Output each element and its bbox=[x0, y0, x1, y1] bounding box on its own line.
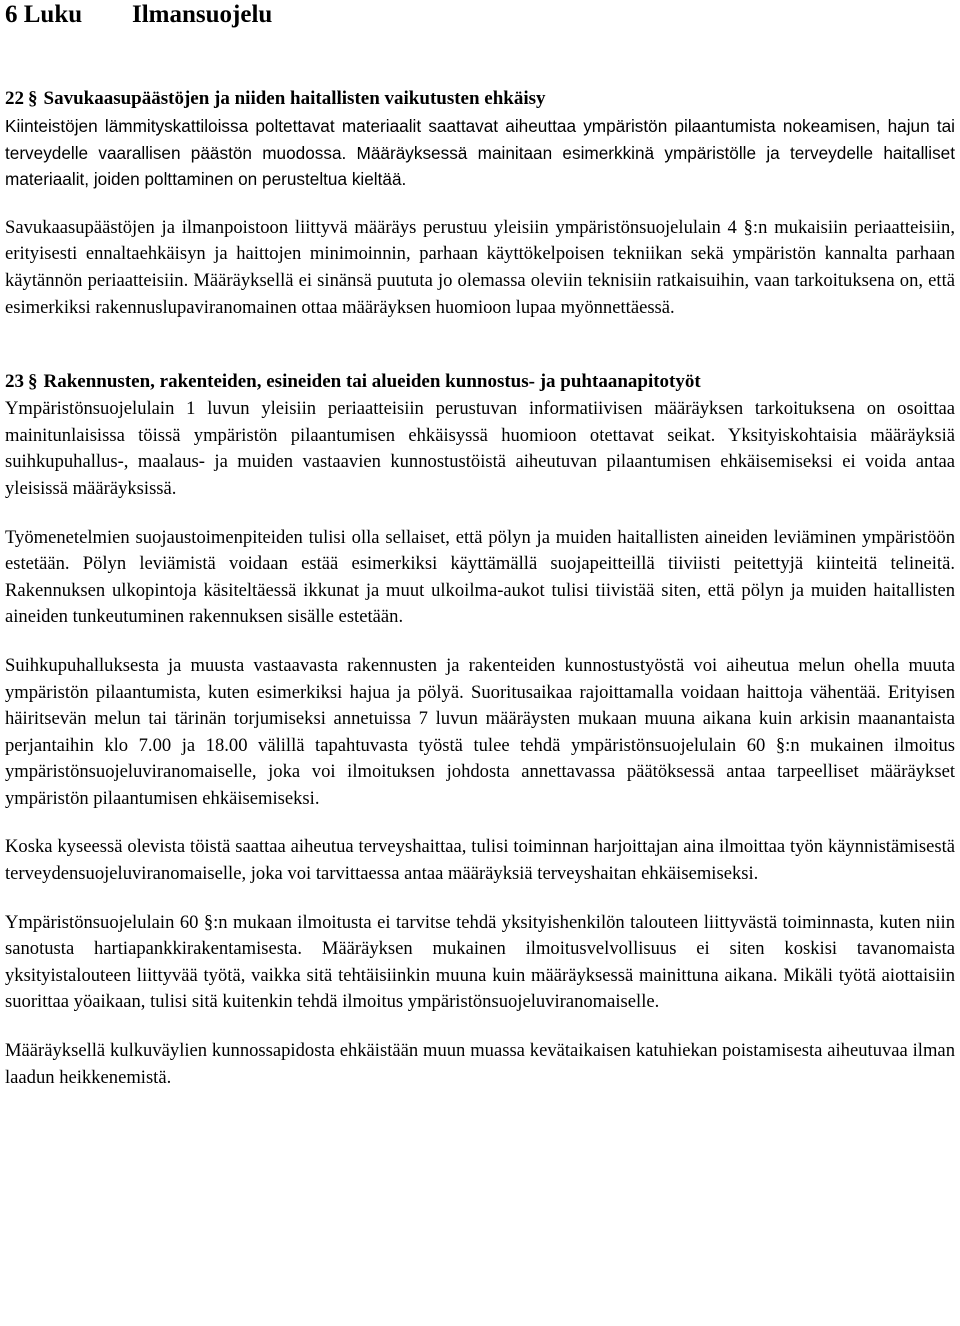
document-page bbox=[5, 0, 955, 1091]
section-number: 23 bbox=[5, 371, 24, 393]
section-number: 22 bbox=[5, 88, 24, 109]
section-23-paragraph-4: Koska kyseessä olevista töistä saattaa aiheutua terveyshaittaa, tulisi toiminnan harjoittajan aina ilmoittaa työn käynnistämisestä terveydensuojeluviranomaiselle, joka voi tarvittaessa antaa määräyksiä terveyshaitan ehkäisemiseksi. bbox=[5, 836, 955, 885]
section-22-paragraph-1: Kiinteistöjen lämmityskattiloissa poltettavat materiaalit saattavat aiheuttaa ympäristön pilaantumista nokeamisen, hajun tai terveydelle vaarallisen päästön muodossa. Määräyksessä mainitaan esimerkkinä ympäristölle ja terveydelle haitalliset materiaalit, joiden polttaminen on perusteltua kieltää. bbox=[5, 116, 955, 190]
section-symbol: § bbox=[28, 88, 38, 109]
section-22-heading bbox=[5, 84, 955, 113]
section-title: Savukaasupäästöjen ja niiden haitallisten vaikutusten ehkäisy bbox=[43, 88, 546, 109]
section-23-paragraph-6: Määräyksellä kulkuväylien kunnossapidosta ehkäistään muun muassa kevätaikaisen katuhiekan poistamisesta aiheutuvaa ilman laadun heikkenemistä. bbox=[5, 1040, 955, 1088]
section-23-paragraph-5: Ympäristönsuojelulain 60 §:n mukaan ilmoitusta ei tarvitse tehdä yksityishenkilön talouteen liittyvästä toiminnasta, kuten niin sanotusta hartiapankkirakentamisesta. Määräyksen mukainen ilmoitusvelvollisuus ei siten koskisi tavanomaista yksityistalouteen liittyvää työtä, vaikka sitä tehtäisiinkin muuna kuin määräyksessä mainittuna aikana. Mikäli työtä aiottaisiin suorittaa yöaikaan, tulisi sitä kuitenkin tehdä ilmoitus ympäristönsuojeluviranomaiselle. bbox=[5, 911, 955, 1013]
chapter-number: 6 Luku bbox=[5, 1, 83, 28]
section-title: Rakennusten, rakenteiden, esineiden tai alueiden kunnostus- ja puhtaanapitotyöt bbox=[43, 371, 701, 393]
section-23-paragraph-1: Ympäristönsuojelulain 1 luvun yleisiin periaatteisiin perustuvan informatiivisen määräyksen tarkoituksena on osoittaa mainitunlaisissa töissä ympäristön pilaantumisen ehkäisyssä huomioon otettavat seikat. Yksityiskohtaisia määräyksiä suihkupuhallus-, maalaus- ja muiden vastaavien kunnostustöistä aiheutuvan pilaantumisen ehkäisemiseksi ei voida antaa yleisissä määräyksissä. bbox=[5, 398, 955, 499]
section-22-paragraph-2: Savukaasupäästöjen ja ilmanpoistoon liittyvä määräys perustuu yleisiin ympäristönsuojelulain 4 §:n mukaisiin periaatteisiin, erityisesti ennaltaehkäisyn ja haittojen minimoinnin, parhaan käyttökelpoisen tekniikan sekä ympäristön kannalta parhaan käytännön periaatteisiin. Määräyksellä ei sinänsä puututa jo olemassa oleviin teknisiin ratkaisuihin, vaan tarkoituksena on, että esimerkiksi rakennuslupaviranomainen ottaa määräyksen huomioon lupaa myönnettäessä. bbox=[5, 216, 955, 318]
chapter-title: Ilmansuojelu bbox=[132, 1, 273, 28]
chapter-heading bbox=[5, 0, 955, 30]
section-symbol: § bbox=[28, 371, 38, 393]
section-23-heading bbox=[5, 367, 955, 396]
section-23-paragraph-2: Työmenetelmien suojaustoimenpiteiden tulisi olla sellaiset, että pölyn ja muiden haitallisten aineiden leviäminen ympäristöön estetään. Pölyn leviämistä voidaan estää esimerkiksi käyttämällä suojapeitteillä tiiviisti peitettyjä kiinteitä telineitä. Rakennuksen ulkopintoja käsiteltäessä ikkunat ja muut ulkoilma-aukot tulisi tiivistää siten, että pölyn ja muiden haitallisten aineiden tunkeutuminen rakennuksen sisälle estetään. bbox=[5, 526, 955, 628]
section-23-paragraph-3: Suihkupuhalluksesta ja muusta vastaavasta rakennusten ja rakenteiden kunnostustyöstä voi aiheutua melun ohella muuta ympäristön pilaantumista, kuten esimerkiksi hajua ja pölyä. Suoritusaikaa rajoittamalla voidaan haittoja vähentää. Erityisen häiritsevän melun tai tärinän torjumiseksi annetuissa 7 luvun määräysten mukaan muuna aikana kuin arkisin maanantaista perjantaihin klo 7.00 ja 18.00 välillä tapahtuvasta työstä tulee tehdä ympäristönsuojelulain 60 §:n mukainen ilmoitus ympäristönsuojeluviranomaiselle, joka voi ilmoituksen johdosta annettavassa päätöksessä antaa tarpeelliset määräykset ympäristön pilaantumisen ehkäisemiseksi. bbox=[5, 654, 955, 809]
